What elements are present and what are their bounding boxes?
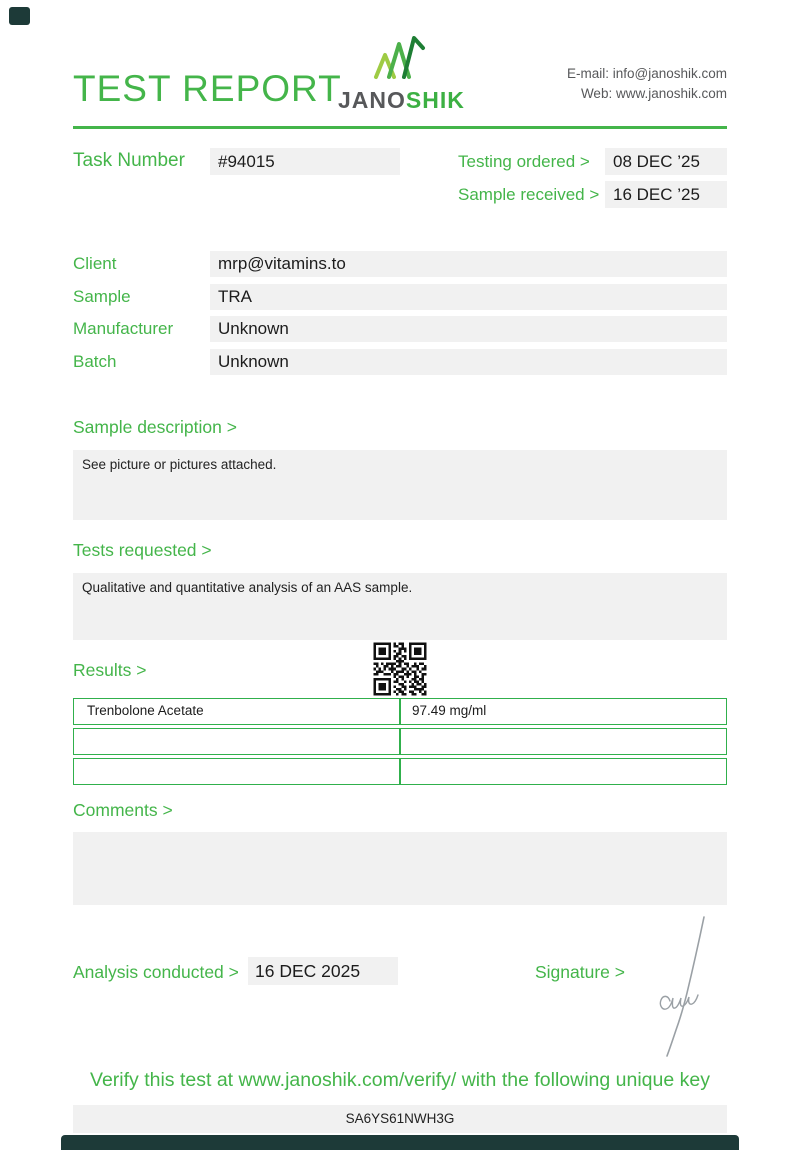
sample-description-heading: Sample description > [73, 417, 237, 437]
table-row [73, 758, 727, 785]
sample-value: TRA [210, 284, 727, 310]
result-concentration: 97.49 mg/ml [400, 698, 727, 725]
signature-label: Signature > [535, 962, 625, 982]
analysis-conducted-label: Analysis conducted > [73, 962, 239, 982]
sample-label: Sample [73, 287, 131, 306]
comments-box [73, 832, 727, 905]
qr-code [372, 641, 428, 697]
analysis-date: 16 DEC 2025 [248, 957, 398, 985]
janoshik-logo [338, 36, 465, 114]
testing-ordered-date: 08 DEC ’25 [605, 148, 727, 175]
result-substance: Trenbolone Acetate [73, 698, 400, 725]
contact-info [567, 64, 727, 104]
page-title: TEST REPORT [73, 68, 342, 109]
comments-heading: Comments > [73, 800, 173, 820]
verify-instruction: Verify this test at www.janoshik.com/verify/ with the following unique key [90, 1069, 710, 1091]
verify-key: SA6YS61NWH3G [73, 1105, 727, 1133]
batch-label: Batch [73, 352, 117, 371]
sample-received-date: 16 DEC ’25 [605, 181, 727, 208]
tests-requested-heading: Tests requested > [73, 540, 212, 560]
results-heading: Results > [73, 660, 147, 680]
page-corner-mark [9, 7, 30, 25]
results-table [73, 698, 727, 788]
table-row [73, 698, 727, 725]
table-row [73, 728, 727, 755]
sample-description-box: See picture or pictures attached. [73, 450, 727, 520]
signature-scribble [643, 913, 715, 1058]
task-number-label: Task Number [73, 150, 185, 171]
logo-text-shik: SHIK [405, 87, 465, 113]
result-substance [73, 758, 400, 785]
manufacturer-value: Unknown [210, 316, 727, 342]
contact-email: E-mail: info@janoshik.com [566, 66, 727, 81]
client-label: Client [73, 254, 117, 273]
contact-web: Web: www.janoshik.com [580, 86, 727, 101]
sample-received-label: Sample received > [458, 185, 600, 204]
manufacturer-label: Manufacturer [73, 319, 174, 338]
footer-bar [61, 1135, 739, 1150]
logo-text-jano: JANO [338, 87, 406, 113]
testing-ordered-label: Testing ordered > [458, 152, 590, 171]
header-divider [73, 126, 727, 129]
result-concentration [400, 728, 727, 755]
client-value: mrp@vitamins.to [210, 251, 727, 277]
result-concentration [400, 758, 727, 785]
task-number-value: #94015 [210, 148, 400, 175]
result-substance [73, 728, 400, 755]
tests-requested-box: Qualitative and quantitative analysis of an AAS sample. [73, 573, 727, 640]
batch-value: Unknown [210, 349, 727, 375]
growth-chart-icon [371, 36, 429, 80]
logo-wordmark [338, 87, 465, 114]
